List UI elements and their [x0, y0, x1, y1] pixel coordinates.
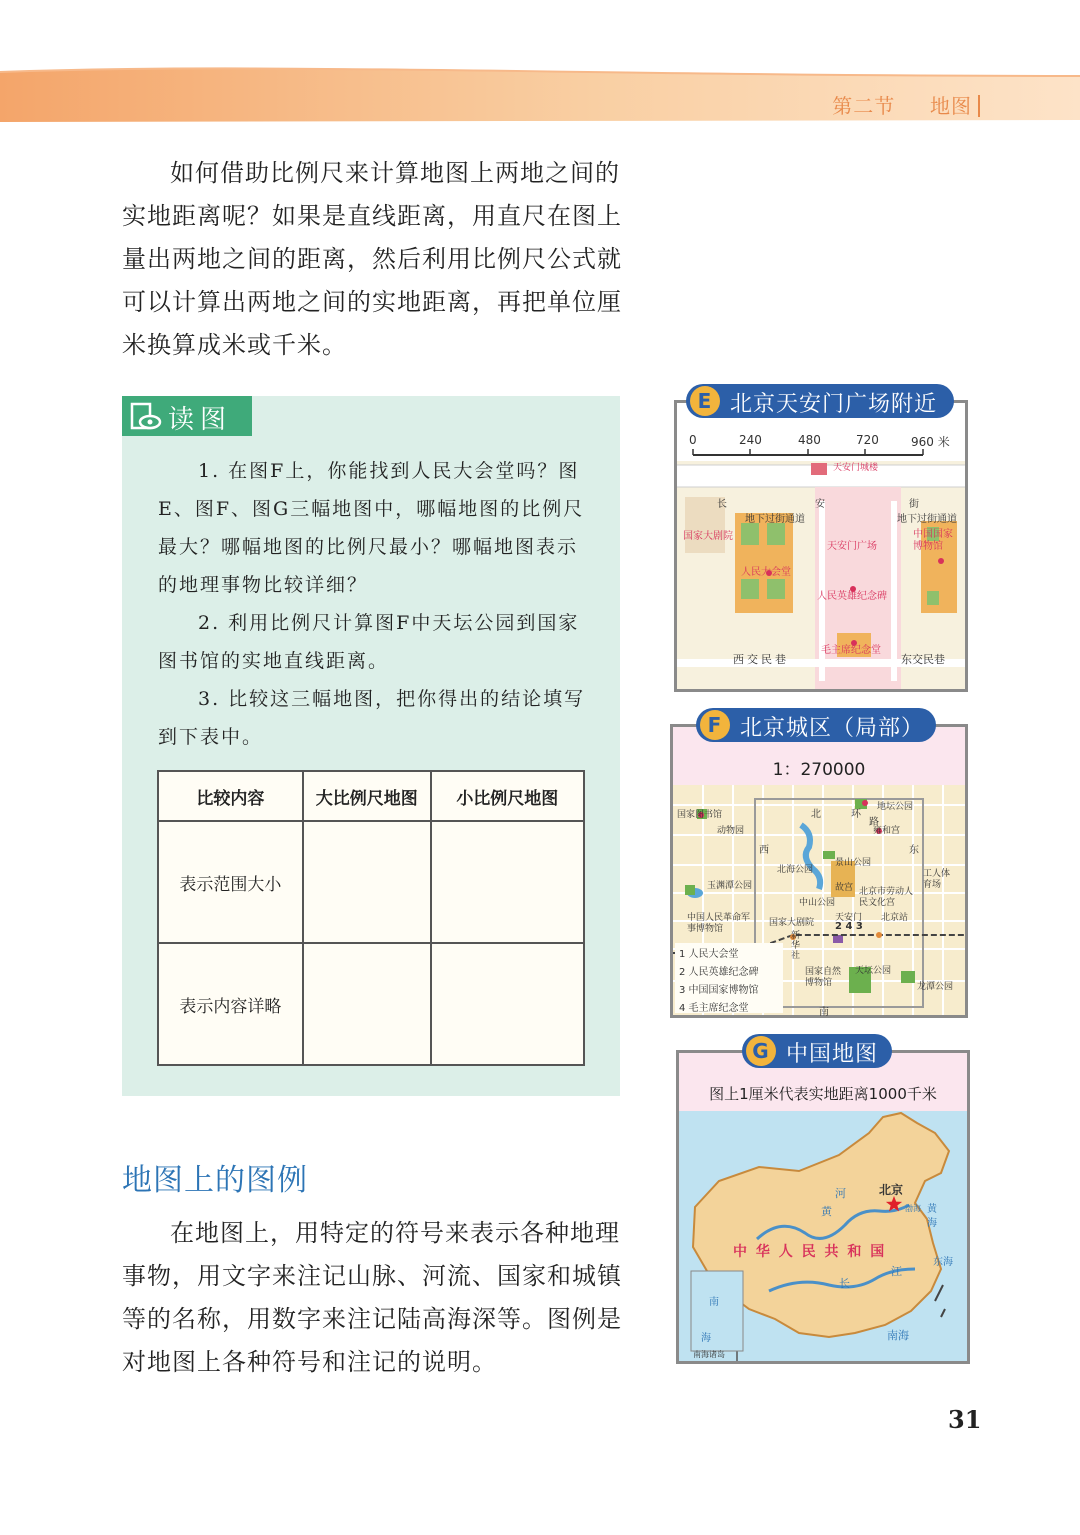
map-label: 龙潭公园: [917, 982, 954, 992]
table-cell-blank[interactable]: [303, 821, 431, 943]
map-label: 工人体育场: [923, 869, 951, 890]
scale-tick: 720: [856, 433, 879, 447]
map-g-body: [679, 1111, 967, 1361]
map-label: 国家自然博物馆: [805, 967, 842, 988]
map-label: 北海公园: [777, 865, 814, 875]
map-f-title: [696, 708, 936, 742]
map-g-title: [742, 1034, 892, 1068]
map-label: 北京: [879, 1183, 904, 1197]
map-label: 地下过街通道: [897, 514, 957, 525]
map-g-letter: G: [746, 1036, 776, 1066]
table-cell-blank[interactable]: [431, 943, 584, 1065]
map-label: 天安门广场: [827, 541, 877, 552]
map-label: 长: [717, 499, 727, 510]
map-label: 南海诸岛: [693, 1350, 725, 1359]
read-map-box: [122, 396, 620, 1096]
scale-tick: 480: [798, 433, 821, 447]
map-f-legend-item: 1 人民大会堂: [679, 949, 739, 960]
map-label: 街: [909, 499, 919, 510]
map-e-letter: E: [690, 386, 720, 416]
map-label: 天安门城楼: [833, 463, 879, 473]
map-g-title-text: 中国地图: [786, 1042, 879, 1067]
map-f-scale: 1：270000: [772, 760, 866, 780]
map-label: 人民大会堂: [741, 567, 791, 578]
intro-paragraph: 如何借助比例尺来计算地图上两地之间的实地距离呢？如果是直线距离，用直尺在图上量出两地之间的距离，然后利用比例尺公式就可以计算出两地之间的实地距离，再把单位厘米换算成米或千米。: [122, 159, 622, 359]
map-label: 动物园: [717, 826, 745, 836]
map-label: 南海: [887, 1329, 909, 1342]
question-1: 1. 在图F上，你能找到人民大会堂吗？图E、图F、图G三幅地图中，哪幅地图的比例尺最大？哪幅地图的比例尺最小？哪幅地图表示的地理事物比较详细？: [158, 460, 585, 596]
map-label: 北京市劳动人民文化宫: [859, 887, 914, 908]
map-label: 西: [759, 845, 769, 856]
map-g-scale: 图上1厘米代表实地距离1000千米: [709, 1085, 937, 1103]
map-label: 黄海: [927, 1204, 937, 1229]
map-label: 路: [869, 817, 879, 828]
map-label: 南: [819, 1007, 829, 1018]
map-label: 海: [701, 1333, 711, 1344]
scale-tick: 240: [739, 433, 762, 447]
map-f-title-text: 北京城区（局部）: [740, 716, 925, 741]
map-label: 国家图书馆: [677, 810, 723, 820]
header-section: 第二节: [832, 94, 896, 118]
map-label: 天坛公园: [855, 966, 892, 976]
map-f-legend-item: 3 中国国家博物馆: [679, 985, 759, 996]
question-2: 2. 利用比例尺计算图F中天坛公园到国家图书馆的实地直线距离。: [158, 612, 580, 672]
map-label: 黄: [821, 1205, 832, 1218]
map-label: 天安门: [835, 913, 863, 923]
comparison-table: [157, 770, 585, 1066]
question-3: 3. 比较这三幅地图，把你得出的结论填写到下表中。: [158, 688, 586, 748]
map-f-legend-item: 4 毛主席纪念堂: [679, 1003, 749, 1014]
map-label: 地坛公园: [877, 802, 914, 812]
map-f-legend-item: 2 人民英雄纪念碑: [679, 967, 759, 978]
map-label: 国家大剧院: [683, 531, 733, 542]
table-row: [158, 943, 584, 1065]
map-label: 东海: [933, 1257, 953, 1268]
map-label: 中国国家博物馆: [913, 529, 953, 552]
table-row-label: 表示内容详略: [158, 943, 303, 1065]
table-row-label: 表示范围大小: [158, 821, 303, 943]
read-map-tag-label: 读图: [168, 405, 233, 435]
map-label: 地下过街通道: [745, 514, 805, 525]
table-cell-blank[interactable]: [303, 943, 431, 1065]
read-map-questions: [158, 452, 588, 756]
header-topic: 地图: [930, 94, 972, 118]
read-map-tag: [122, 396, 252, 436]
table-row: [158, 821, 584, 943]
map-label: 中 华 人 民 共 和 国: [733, 1244, 887, 1260]
scale-tick: 0: [689, 433, 697, 447]
magnifier-map-icon: [130, 402, 162, 432]
map-label: 北京站: [881, 913, 909, 923]
table-header: 比较内容: [158, 771, 303, 821]
map-label: 毛主席纪念堂: [821, 645, 881, 656]
page-number: 31: [948, 1405, 982, 1434]
map-label: 玉渊潭公园: [707, 881, 753, 891]
map-label: 渤海: [905, 1204, 921, 1213]
map-label: 景山公园: [835, 858, 872, 868]
map-e-title-text: 北京天安门广场附近: [730, 392, 938, 417]
map-label: 新华社: [791, 931, 801, 961]
map-label: 北: [811, 809, 821, 820]
map-label: 江: [891, 1265, 902, 1278]
running-header: [832, 90, 980, 119]
map-e: [674, 400, 968, 692]
table-header: 大比例尺地图: [303, 771, 431, 821]
map-e-title: [686, 384, 954, 418]
map-label: 南: [709, 1297, 719, 1308]
map-label: 中国人民革命军事博物馆: [687, 913, 751, 934]
map-label: 西交民巷: [733, 653, 789, 666]
map-label: 长: [839, 1277, 850, 1290]
map-label: 国家大剧院: [769, 918, 815, 928]
map-label: 河: [835, 1187, 846, 1200]
map-label: 雍和宫: [873, 826, 901, 836]
section-heading: 地图上的图例: [122, 1163, 308, 1198]
map-label: 环: [851, 809, 861, 820]
map-label: 东交民巷: [901, 653, 945, 666]
map-label: 东: [909, 845, 919, 856]
map-label: 中山公园: [799, 898, 836, 908]
scale-tick: 960 米: [911, 435, 950, 449]
table-header: 小比例尺地图: [431, 771, 584, 821]
map-label: 安: [815, 499, 825, 510]
legend-paragraph: 在地图上，用特定的符号来表示各种地理事物，用文字来注记山脉、河流、国家和城镇等的名称，用数字来注记陆高海深等。图例是对地图上各种符号和注记的说明。: [122, 1219, 622, 1376]
map-label: 故宫: [835, 883, 854, 893]
map-f: [670, 724, 968, 1018]
map-label: 人民英雄纪念碑: [817, 591, 887, 602]
header-band: [0, 0, 1080, 140]
table-header-row: [158, 771, 584, 821]
map-f-letter: F: [700, 710, 730, 740]
table-cell-blank[interactable]: [431, 821, 584, 943]
map-label: 2 4 3: [835, 921, 863, 932]
map-g: [676, 1050, 970, 1364]
